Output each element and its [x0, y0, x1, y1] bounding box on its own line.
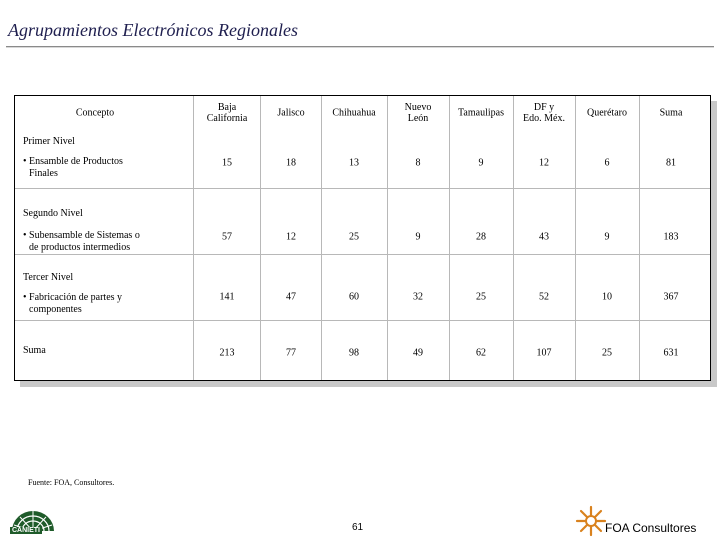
- column-header: [405, 102, 432, 124]
- row-label-line1: • Ensamble de Productos: [23, 156, 123, 167]
- column-header-line1: Suma: [659, 107, 683, 119]
- row-label-line2: de productos intermedios: [29, 242, 131, 253]
- page-number: 61: [352, 522, 364, 533]
- row-label: [23, 156, 123, 180]
- data-table: [14, 95, 711, 381]
- total-label: Suma: [23, 345, 46, 356]
- table-cell: 12: [286, 231, 296, 243]
- column-header-line1: DF y: [533, 102, 555, 113]
- total-cell: 631: [663, 347, 679, 359]
- total-cell: 98: [349, 347, 359, 359]
- row-label: [23, 230, 140, 254]
- column-header-line1: Baja: [217, 102, 237, 113]
- column-header: [332, 108, 375, 119]
- table-cell: 10: [602, 291, 612, 303]
- table-cell: 13: [349, 157, 359, 169]
- section-heading: Primer Nivel: [23, 136, 75, 147]
- grid-hline: [15, 188, 710, 189]
- grid-vline: [260, 96, 261, 380]
- table-cell: 28: [476, 231, 486, 243]
- grid-hline: [15, 320, 710, 321]
- column-header-line1: Jalisco: [277, 107, 305, 119]
- row-label: [23, 292, 122, 316]
- grid-vline: [575, 96, 576, 380]
- grid-vline: [387, 96, 388, 380]
- canieti-logo-text: CANIETI: [12, 527, 40, 534]
- column-header: [660, 108, 683, 119]
- column-header: [587, 108, 627, 119]
- table-cell: 12: [539, 157, 549, 169]
- grid-vline: [193, 96, 194, 380]
- column-header: [277, 108, 304, 119]
- table-cell: 9: [478, 157, 484, 169]
- foa-sun-logo-icon: [575, 505, 607, 537]
- table-cell: 25: [349, 231, 359, 243]
- table-cell: 15: [222, 157, 232, 169]
- column-header-line1: Tamaulipas: [458, 107, 504, 119]
- column-header-line2: Edo. Méx.: [523, 113, 565, 124]
- table-cell: 43: [539, 231, 549, 243]
- total-cell: 213: [219, 347, 235, 359]
- total-cell: 62: [476, 347, 486, 359]
- row-label-line1: • Fabricación de partes y: [23, 292, 123, 303]
- grid-vline: [321, 96, 322, 380]
- section-heading: Segundo Nivel: [23, 208, 83, 219]
- table-cell: 25: [476, 291, 486, 303]
- table-cell: 141: [219, 291, 235, 303]
- table-cell: 183: [663, 231, 679, 243]
- column-header-line2: California: [206, 113, 248, 124]
- section-heading: Tercer Nivel: [23, 272, 74, 283]
- table-cell: 9: [415, 231, 421, 243]
- total-cell: 77: [286, 347, 296, 359]
- total-cell: 25: [602, 347, 612, 359]
- table-cell: 32: [413, 291, 423, 303]
- table-cell: 81: [666, 157, 676, 169]
- row-label-line1: • Subensamble de Sistemas o: [23, 230, 140, 241]
- total-cell: 107: [536, 347, 552, 359]
- table-cell: 47: [286, 291, 296, 303]
- row-label-line2: Finales: [29, 168, 58, 179]
- table-cell: 367: [663, 291, 679, 303]
- source-note: Fuente: FOA, Consultores.: [28, 478, 115, 487]
- title-divider: [6, 46, 714, 47]
- table-cell: 9: [604, 231, 610, 243]
- column-header-line1: Querétaro: [587, 107, 627, 119]
- concept-header: Concepto: [75, 107, 115, 119]
- column-header-line1: Chihuahua: [332, 107, 376, 119]
- total-cell: 49: [413, 347, 423, 359]
- grid-vline: [513, 96, 514, 380]
- column-header: [207, 102, 248, 124]
- row-label-line2: componentes: [29, 304, 82, 315]
- column-header: [458, 108, 504, 119]
- table-cell: 60: [349, 291, 359, 303]
- column-header: [523, 102, 565, 124]
- column-header-line2: León: [407, 113, 429, 124]
- grid-hline: [15, 254, 710, 255]
- grid-vline: [639, 96, 640, 380]
- column-header-line1: Nuevo: [404, 102, 432, 113]
- table-cell: 57: [222, 231, 232, 243]
- grid-vline: [449, 96, 450, 380]
- table-cell: 6: [604, 157, 610, 169]
- page-title: Agrupamientos Electrónicos Regionales: [8, 20, 298, 40]
- table-cell: 52: [539, 291, 549, 303]
- table-cell: 8: [415, 157, 421, 169]
- brand-name: FOA Consultores: [605, 521, 697, 535]
- table-cell: 18: [286, 157, 296, 169]
